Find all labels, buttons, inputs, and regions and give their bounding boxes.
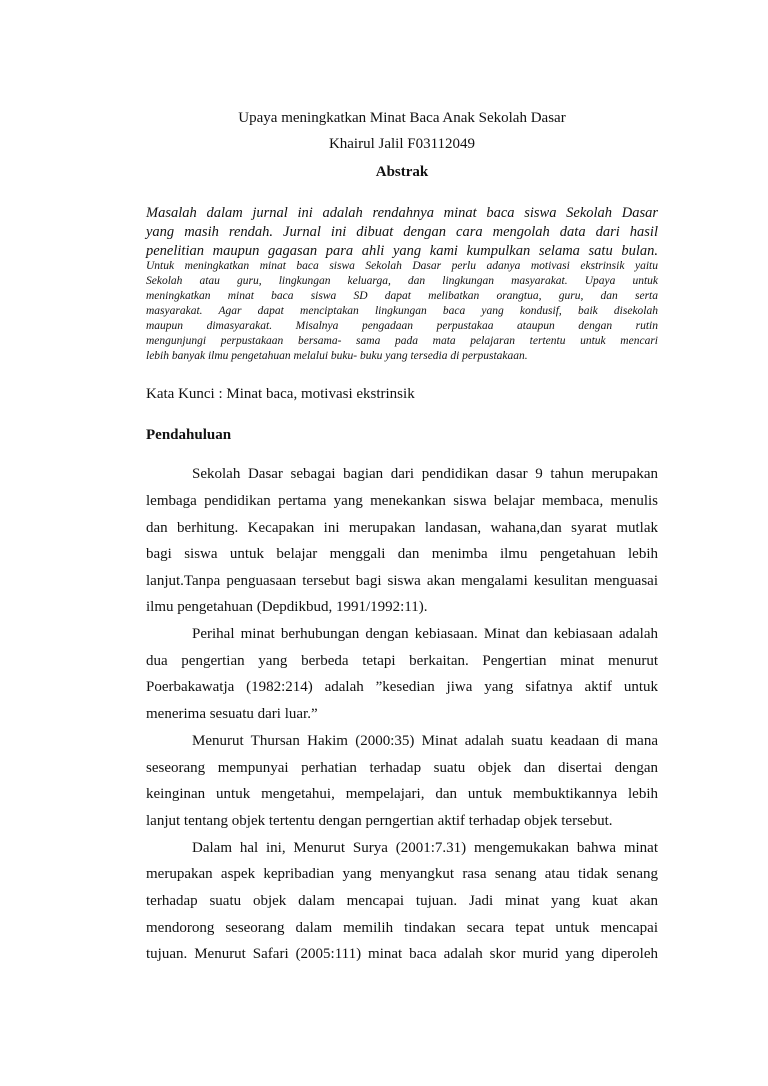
- body-line: lanjut.Tanpa penguasaan tersebut bagi siswa akan mengalami kesulitan menguasai: [146, 573, 658, 589]
- body-line: dan berhitung. Kecapakan ini merupakan landasan, wahana,dan syarat mutlak: [146, 520, 658, 536]
- body-line: mendorong seseorang dalam memilih tindakan secara tepat untuk mencapai: [146, 920, 658, 936]
- abstract-line: Untuk meningkatkan minat baca siswa Sekolah Dasar perlu adanya motivasi ekstrinsik yaitu: [146, 260, 658, 272]
- abstract-line: yang masih rendah. Jurnal ini dibuat dengan cara mengolah data dari hasil: [146, 224, 658, 240]
- abstract-heading: Abstrak: [375, 164, 429, 180]
- section-heading: Pendahuluan: [146, 427, 232, 443]
- body-line: dua pengertian yang berbeda tetapi berkaitan. Pengertian minat menurut: [146, 653, 658, 669]
- abstract-line: lebih banyak ilmu pengetahuan melalui buku- buku yang tersedia di perpustakaan.: [146, 350, 528, 362]
- body-line: Menurut Thursan Hakim (2000:35) Minat adalah suatu keadaan di mana: [192, 733, 658, 749]
- abstract-line: Masalah dalam jurnal ini adalah rendahnya minat baca siswa Sekolah Dasar: [146, 205, 658, 221]
- body-line: Poerbakawatja (1982:214) adalah ”kesedian jiwa yang sifatnya aktif untuk: [146, 679, 658, 695]
- document-title: Upaya meningkatkan Minat Baca Anak Sekolah Dasar: [238, 110, 566, 126]
- author-line: Khairul Jalil F03112049: [328, 136, 476, 152]
- abstract-line: meningkatkan minat baca siswa SD dapat melibatkan orangtua, guru, dan serta: [146, 290, 658, 302]
- body-line: seseorang mempunyai perhatian terhadap suatu objek dan disertai dengan: [146, 760, 658, 776]
- body-line: Dalam hal ini, Menurut Surya (2001:7.31) mengemukakan bahwa minat: [192, 840, 658, 856]
- abstract-line: maupun dimasyarakat. Misalnya pengadaan perpustakaa ataupun dengan rutin: [146, 320, 658, 332]
- body-line: lanjut tentang objek tertentu dengan perngertian aktif terhadap objek tersebut.: [146, 813, 613, 829]
- abstract-line: masyarakat. Agar dapat menciptakan lingkungan baca yang kondusif, baik disekolah: [146, 305, 658, 317]
- body-line: keinginan untuk mengetahui, mempelajari, dan untuk membuktikannya lebih: [146, 786, 658, 802]
- body-line: terhadap suatu objek dalam mencapai tujuan. Jadi minat yang kuat akan: [146, 893, 658, 909]
- body-line: Perihal minat berhubungan dengan kebiasaan. Minat dan kebiasaan adalah: [192, 626, 658, 642]
- body-line: ilmu pengetahuan (Depdikbud, 1991/1992:11).: [146, 599, 428, 615]
- body-line: bagi siswa untuk belajar menggali dan menimba ilmu pengetahuan lebih: [146, 546, 658, 562]
- body-line: menerima sesuatu dari luar.”: [146, 706, 318, 722]
- abstract-line: penelitian maupun gagasan para ahli yang kami kumpulkan selama satu bulan.: [146, 243, 658, 259]
- keywords: Kata Kunci : Minat baca, motivasi ekstrinsik: [146, 386, 415, 402]
- body-line: tujuan. Menurut Safari (2005:111) minat baca adalah skor murid yang diperoleh: [146, 946, 658, 962]
- body-line: Sekolah Dasar sebagai bagian dari pendidikan dasar 9 tahun merupakan: [192, 466, 658, 482]
- body-line: merupakan aspek kepribadian yang menyangkut rasa senang atau tidak senang: [146, 866, 658, 882]
- abstract-line: mengunjungi perpustakaan bersama- sama pada mata pelajaran tertentu untuk mencari: [146, 335, 658, 347]
- body-line: lembaga pendidikan pertama yang menekankan siswa belajar membaca, menulis: [146, 493, 658, 509]
- abstract-line: Sekolah atau guru, lingkungan keluarga, dan lingkungan masyarakat. Upaya untuk: [146, 275, 658, 287]
